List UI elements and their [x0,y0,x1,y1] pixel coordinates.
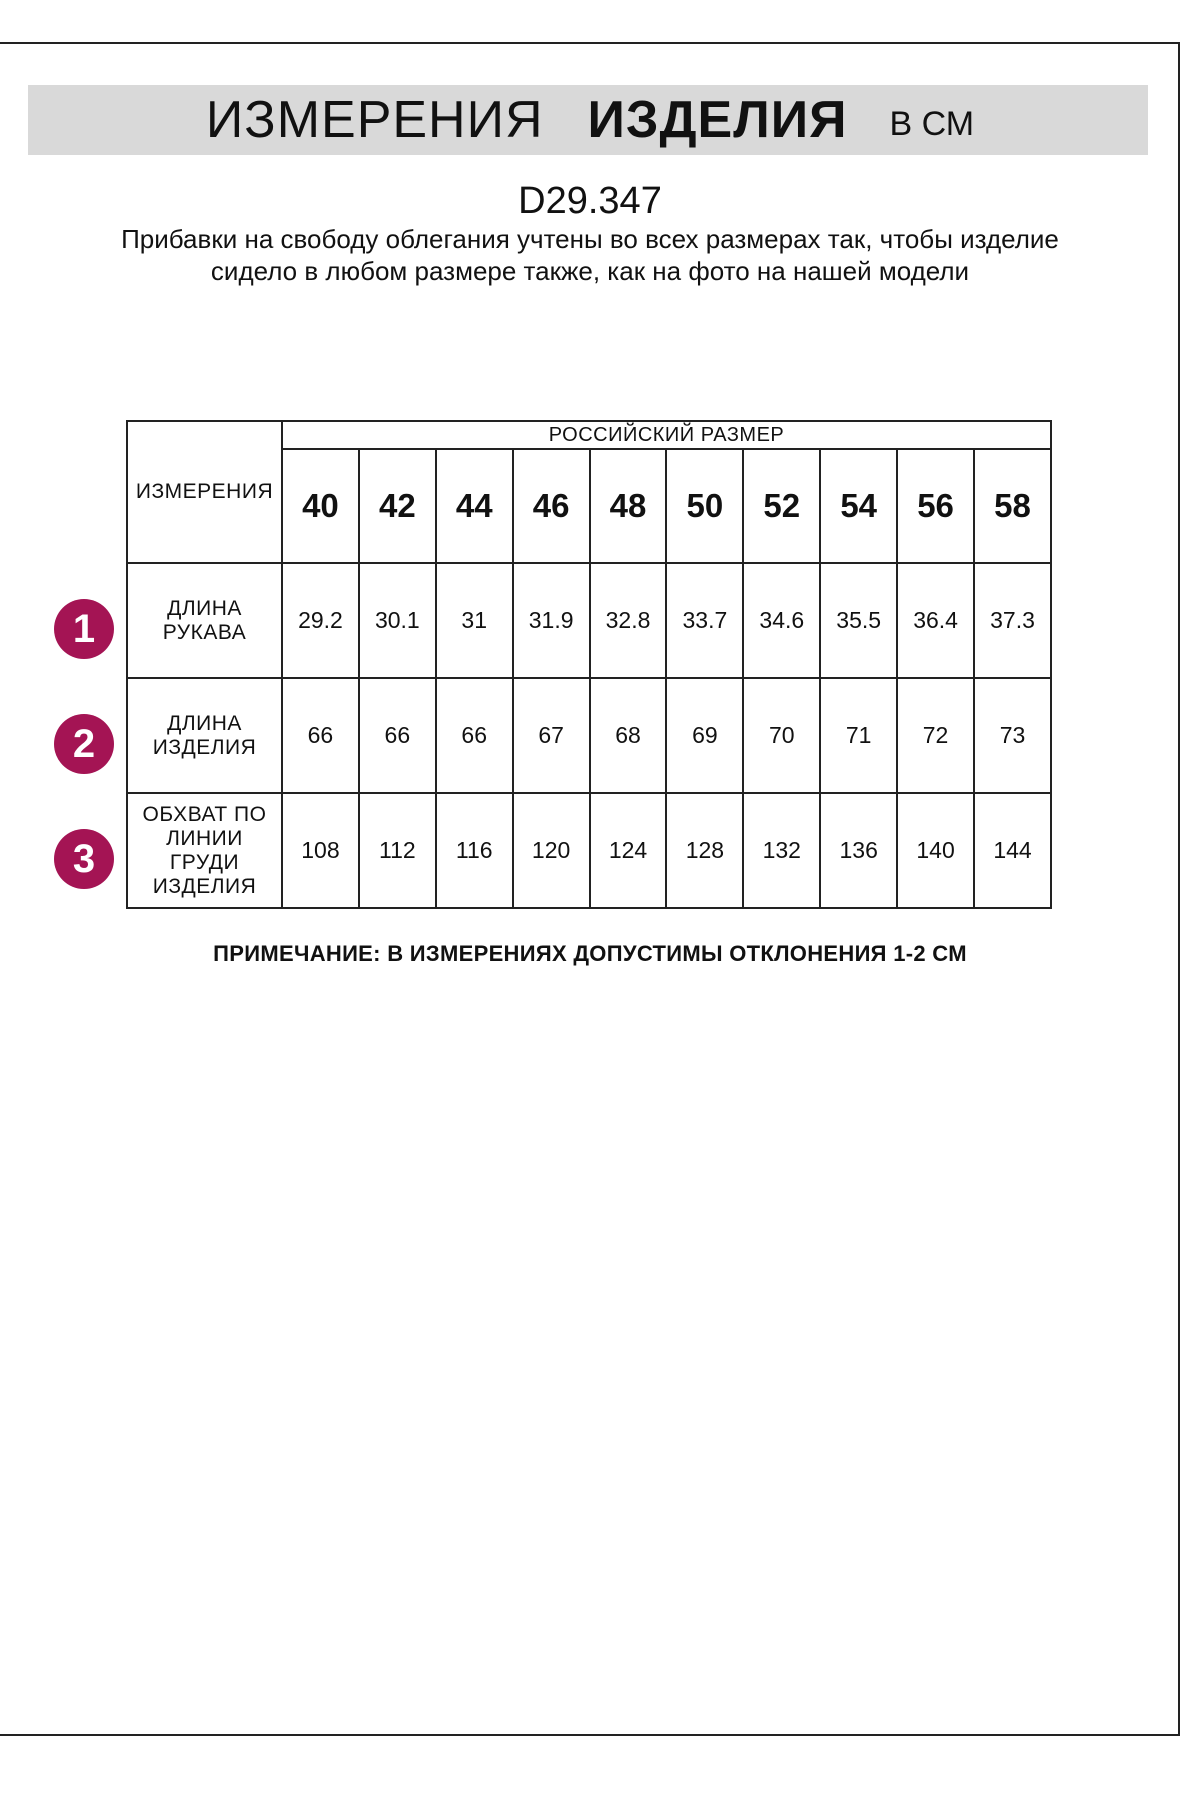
row-number-badge: 3 [54,829,114,889]
value-cell: 33.7 [666,563,743,678]
size-header-cell: 48 [590,449,667,563]
size-header-cell: 58 [974,449,1051,563]
measurement-label-line: ИЗДЕЛИЯ [152,874,257,898]
value-cell: 29.2 [282,563,359,678]
value-cell: 31.9 [513,563,590,678]
value-cell: 144 [974,793,1051,908]
title-unit: В СМ [889,104,975,143]
table-row [127,563,1051,678]
size-header-cell: 46 [513,449,590,563]
size-header-cell: 54 [820,449,897,563]
value-cell: 136 [820,793,897,908]
note-text: ПРИМЕЧАНИЕ: В ИЗМЕРЕНИЯХ ДОПУСТИМЫ ОТКЛОНЕНИЯ 1-2 СМ [213,941,967,966]
row-number-badge: 1 [54,599,114,659]
measurements-header: ИЗМЕРЕНИЯ [127,421,282,563]
size-header-cell: 44 [436,449,513,563]
value-cell: 31 [436,563,513,678]
measurement-label-line: ОБХВАТ ПО [142,802,267,826]
value-cell: 108 [282,793,359,908]
value-cell: 66 [436,678,513,793]
size-header-cell: 50 [666,449,743,563]
value-cell: 70 [743,678,820,793]
measurement-label [127,678,282,793]
measurement-label-line: ГРУДИ [169,850,240,874]
value-cell: 128 [666,793,743,908]
measurement-label-line: ИЗДЕЛИЯ [152,735,257,759]
value-cell: 72 [897,678,974,793]
title-part2: ИЗДЕЛИЯ [587,91,848,149]
measurement-label [127,563,282,678]
size-header-cell: 56 [897,449,974,563]
page-title [0,85,1180,155]
value-cell: 120 [513,793,590,908]
value-cell: 67 [513,678,590,793]
size-header-cell: 52 [743,449,820,563]
value-cell: 73 [974,678,1051,793]
row-number-badge: 2 [54,714,114,774]
value-cell: 35.5 [820,563,897,678]
size-header-cell: 42 [359,449,436,563]
table-row [127,793,1051,908]
value-cell: 30.1 [359,563,436,678]
value-cell: 132 [743,793,820,908]
value-cell: 69 [666,678,743,793]
value-cell: 68 [590,678,667,793]
value-cell: 66 [282,678,359,793]
value-cell: 140 [897,793,974,908]
value-cell: 71 [820,678,897,793]
size-table [126,420,1052,909]
value-cell: 37.3 [974,563,1051,678]
measurement-label-line: РУКАВА [162,620,247,644]
value-cell: 124 [590,793,667,908]
measurement-label-line: ЛИНИИ [166,826,243,850]
russian-size-header: РОССИЙСКИЙ РАЗМЕР [282,421,1051,449]
measurement-label-line: ДЛИНА [167,596,242,620]
value-cell: 66 [359,678,436,793]
value-cell: 32.8 [590,563,667,678]
value-cell: 116 [436,793,513,908]
title-part1: ИЗМЕРЕНИЯ [205,91,544,149]
table-header-row [127,421,1051,449]
value-cell: 112 [359,793,436,908]
value-cell: 34.6 [743,563,820,678]
value-cell: 36.4 [897,563,974,678]
table-row [127,678,1051,793]
size-header-cell: 40 [282,449,359,563]
measurement-label-line: ДЛИНА [167,711,242,735]
product-description: Прибавки на свободу облегания учтены во всех размерах так, чтобы изделие сидело в любом размере также, как на фото на нашей модели [121,224,1059,286]
measurement-label [127,793,282,908]
product-code: D29.347 [518,180,662,222]
